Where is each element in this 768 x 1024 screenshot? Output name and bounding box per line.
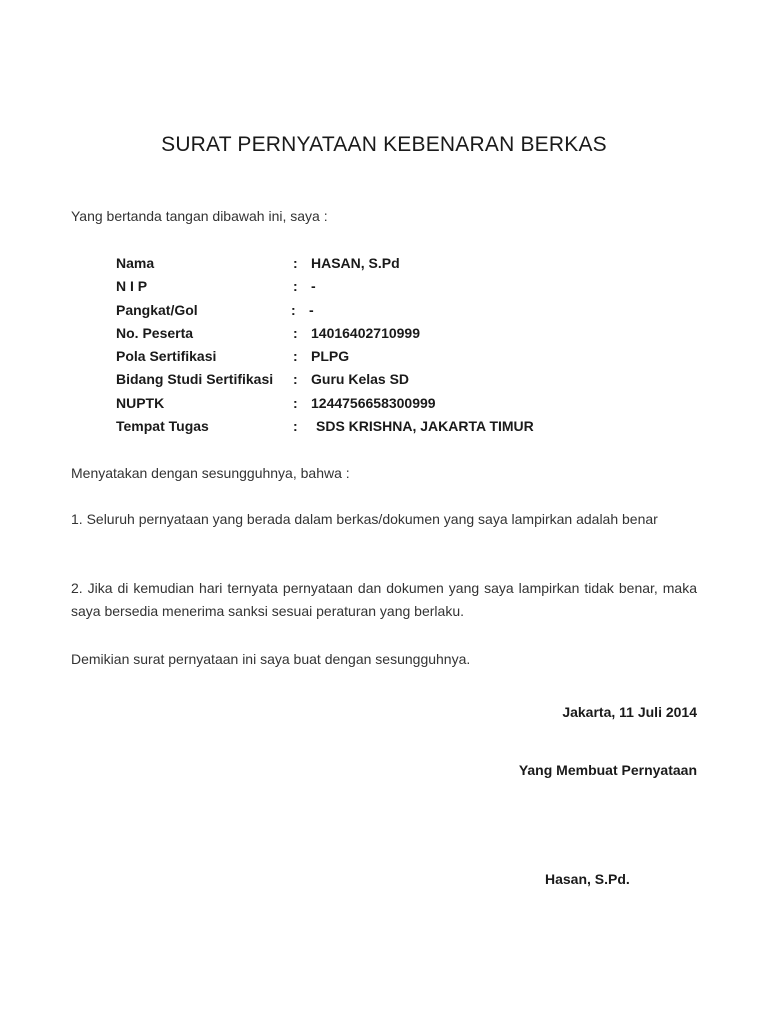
field-colon: : (293, 255, 298, 271)
field-label: Pangkat/Gol (116, 301, 198, 318)
field-colon: : (293, 371, 298, 388)
field-label: Pola Sertifikasi (116, 348, 217, 365)
field-label: No. Peserta (116, 324, 194, 341)
field-value: Guru Kelas SD (311, 371, 410, 388)
field-value: PLPG (311, 348, 350, 365)
statement-text: Menyatakan dengan sesungguhnya, bahwa : (71, 465, 350, 481)
intro-text: Yang bertanda tangan dibawah ini, saya : (71, 208, 328, 224)
field-value: SDS KRISHNA, JAKARTA TIMUR (316, 418, 534, 435)
field-label: Nama (116, 255, 155, 271)
field-value: - (311, 278, 316, 295)
signer-name: Hasan, S.Pd. (545, 871, 630, 887)
field-colon: : (293, 324, 298, 341)
field-label: Tempat Tugas (116, 418, 209, 435)
place-date: Jakarta, 11 Juli 2014 (562, 704, 697, 720)
field-colon: : (293, 394, 298, 411)
field-label: N I P (116, 278, 148, 295)
maker-label: Yang Membuat Pernyataan (518, 762, 697, 778)
field-value: - (309, 301, 314, 318)
point-paragraph: 1. Seluruh pernyataan yang berada dalam berkas/dokumen yang saya lampirkan adalah benar (71, 511, 658, 527)
field-value: 14016402710999 (311, 324, 421, 341)
closing-text: Demikian surat pernyataan ini saya buat dengan sesungguhnya. (71, 651, 471, 667)
field-colon: : (291, 301, 296, 318)
field-label: Bidang Studi Sertifikasi (116, 371, 274, 388)
field-label: NUPTK (116, 394, 165, 411)
point-paragraph: 2. Jika di kemudian hari ternyata pernyataan dan dokumen yang saya lampirkan tidak benar, maka saya bersedia menerima sanksi sesuai peraturan yang berlaku. (71, 580, 697, 619)
document-title: SURAT PERNYATAAN KEBENARAN BERKAS (161, 133, 607, 156)
field-colon: : (293, 418, 298, 435)
field-value: HASAN, S.Pd (311, 255, 400, 271)
field-value: 1244756658300999 (311, 394, 436, 411)
field-colon: : (293, 278, 298, 295)
field-colon: : (293, 348, 298, 365)
